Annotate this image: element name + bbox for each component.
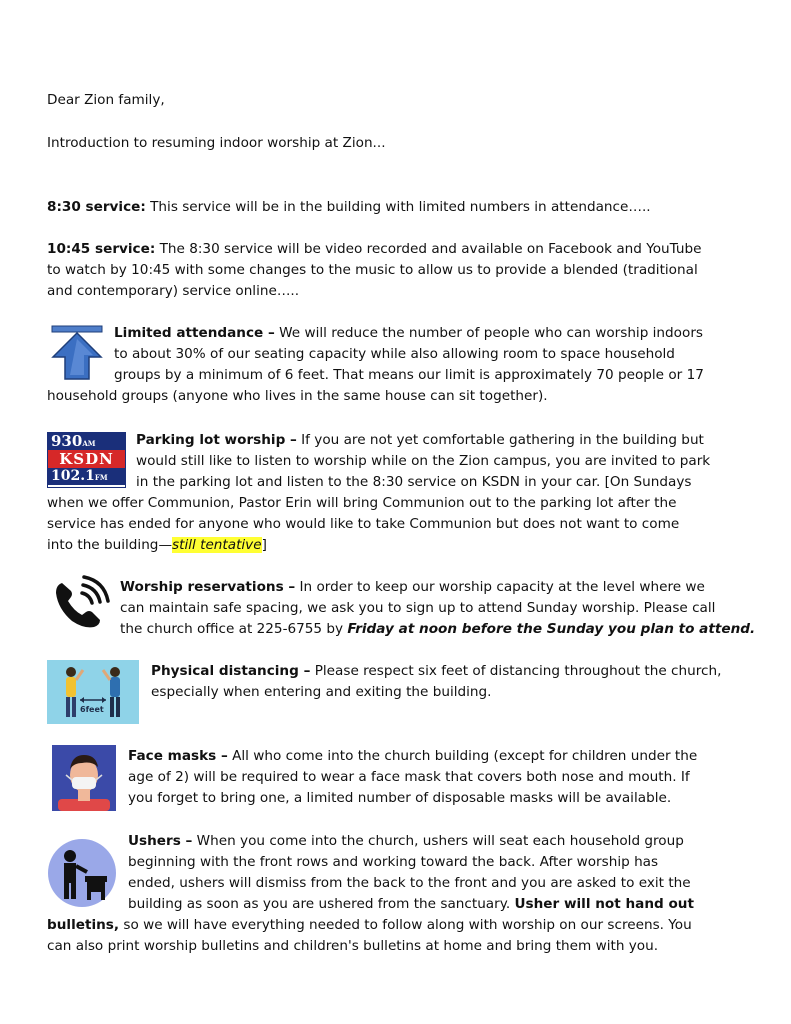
ushers-text: so we will have everything needed to follow along with worship on our screens. You — [119, 917, 692, 933]
parking-lot-heading: Parking lot worship – — [136, 432, 297, 448]
parking-lot-line: would still like to listen to worship while on the Zion campus, you are invited to park — [136, 453, 711, 469]
ushers-line: beginning with the front rows and working toward the back. After worship has — [128, 854, 659, 870]
parking-lot-line — [47, 535, 267, 555]
masks-line — [128, 746, 697, 766]
ksdn-radio-logo — [47, 432, 126, 488]
reservations-line: can maintain safe spacing, we ask you to sign up to attend Sunday worship. Please call — [120, 600, 716, 616]
radio-fm-suffix: FM — [94, 473, 108, 482]
service-1045-line: to watch by 10:45 with some changes to the music to allow us to provide a blended (traditional — [47, 262, 698, 278]
radio-call-sign: KSDN — [48, 450, 125, 468]
radio-am-suffix: AM — [82, 439, 96, 448]
radio-fm-frequency: 102.1 — [51, 468, 95, 484]
limited-attendance-text: We will reduce the number of people who can worship indoors — [274, 325, 703, 341]
up-arrow-icon — [51, 325, 103, 381]
reservations-line — [120, 619, 755, 639]
masks-line: you forget to bring one, a limited number of disposable masks will be available. — [128, 790, 672, 806]
social-distancing-illustration — [47, 660, 139, 724]
ushers-bulletin-note: Usher will not hand out — [514, 896, 694, 912]
service-830-text: This service will be in the building with limited numbers in attendance….. — [145, 199, 651, 215]
greeting: Dear Zion family, — [47, 92, 165, 108]
ushers-text: building as soon as you are ushered from the sanctuary. — [128, 896, 515, 912]
six-feet-label: 6feet — [80, 705, 104, 714]
ushers-text: When you come into the church, ushers will seat each household group — [192, 833, 684, 849]
masks-text: All who come into the church building (except for children under the — [227, 748, 698, 764]
ushers-bulletin-note: bulletins, — [47, 917, 120, 933]
service-1045-line — [47, 239, 702, 259]
radio-am-frequency: 930 — [51, 432, 83, 450]
phone-icon — [52, 575, 110, 631]
ushers-line — [128, 894, 694, 914]
reservations-text: In order to keep our worship capacity at the level where we — [295, 579, 705, 595]
ushers-heading: Ushers – — [128, 833, 193, 849]
parking-lot-line: in the parking lot and listen to the 8:30 service on KSDN in your car. [On Sundays — [136, 474, 692, 490]
ushers-line — [47, 915, 692, 935]
distancing-line: especially when entering and exiting the building. — [151, 684, 492, 700]
service-830-para — [47, 197, 651, 217]
reservations-heading: Worship reservations – — [120, 579, 296, 595]
ushers-line: can also print worship bulletins and children's bulletins at home and bring them with you. — [47, 938, 659, 954]
parking-lot-text: If you are not yet comfortable gathering in the building but — [296, 432, 704, 448]
service-1045-text: The 8:30 service will be video recorded and available on Facebook and YouTube — [155, 241, 702, 257]
distancing-text: Please respect six feet of distancing throughout the church, — [310, 663, 722, 679]
reservations-deadline: Friday at noon before the Sunday you plan to attend. — [347, 621, 756, 637]
service-1045-line: and contemporary) service online….. — [47, 283, 300, 299]
distancing-line — [151, 661, 721, 681]
masks-line: age of 2) will be required to wear a face mask that covers both nose and mouth. If — [128, 769, 690, 785]
masks-heading: Face masks – — [128, 748, 228, 764]
limited-attendance-heading: Limited attendance – — [114, 325, 275, 341]
service-1045-heading: 10:45 service: — [47, 241, 156, 257]
distancing-heading: Physical distancing – — [151, 663, 311, 679]
limited-attendance-line — [114, 323, 703, 343]
parking-lot-text: into the building— — [47, 537, 173, 553]
parking-lot-text: ] — [261, 537, 267, 553]
parking-lot-line: service has ended for anyone who would like to take Communion but does not want to come — [47, 516, 680, 532]
reservations-line — [120, 577, 705, 597]
ushers-line — [128, 831, 684, 851]
parking-lot-line: when we offer Communion, Pastor Erin will bring Communion out to the parking lot after the — [47, 495, 677, 511]
limited-attendance-line: household groups (anyone who lives in the same house can sit together). — [47, 388, 548, 404]
intro: Introduction to resuming indoor worship at Zion... — [47, 135, 386, 151]
usher-pew-illustration — [47, 838, 117, 908]
tentative-highlight: still tentative — [172, 537, 262, 553]
reservations-text: the church office at 225-6755 by — [120, 621, 348, 637]
face-mask-illustration — [52, 745, 116, 811]
limited-attendance-line: to about 30% of our seating capacity while also allowing room to space household — [114, 346, 675, 362]
limited-attendance-line: groups by a minimum of 6 feet. That means our limit is approximately 70 people or 17 — [114, 367, 704, 383]
service-830-heading: 8:30 service: — [47, 199, 146, 215]
parking-lot-line — [136, 430, 704, 450]
ushers-line: ended, ushers will dismiss from the back to the front and you are asked to exit the — [128, 875, 691, 891]
